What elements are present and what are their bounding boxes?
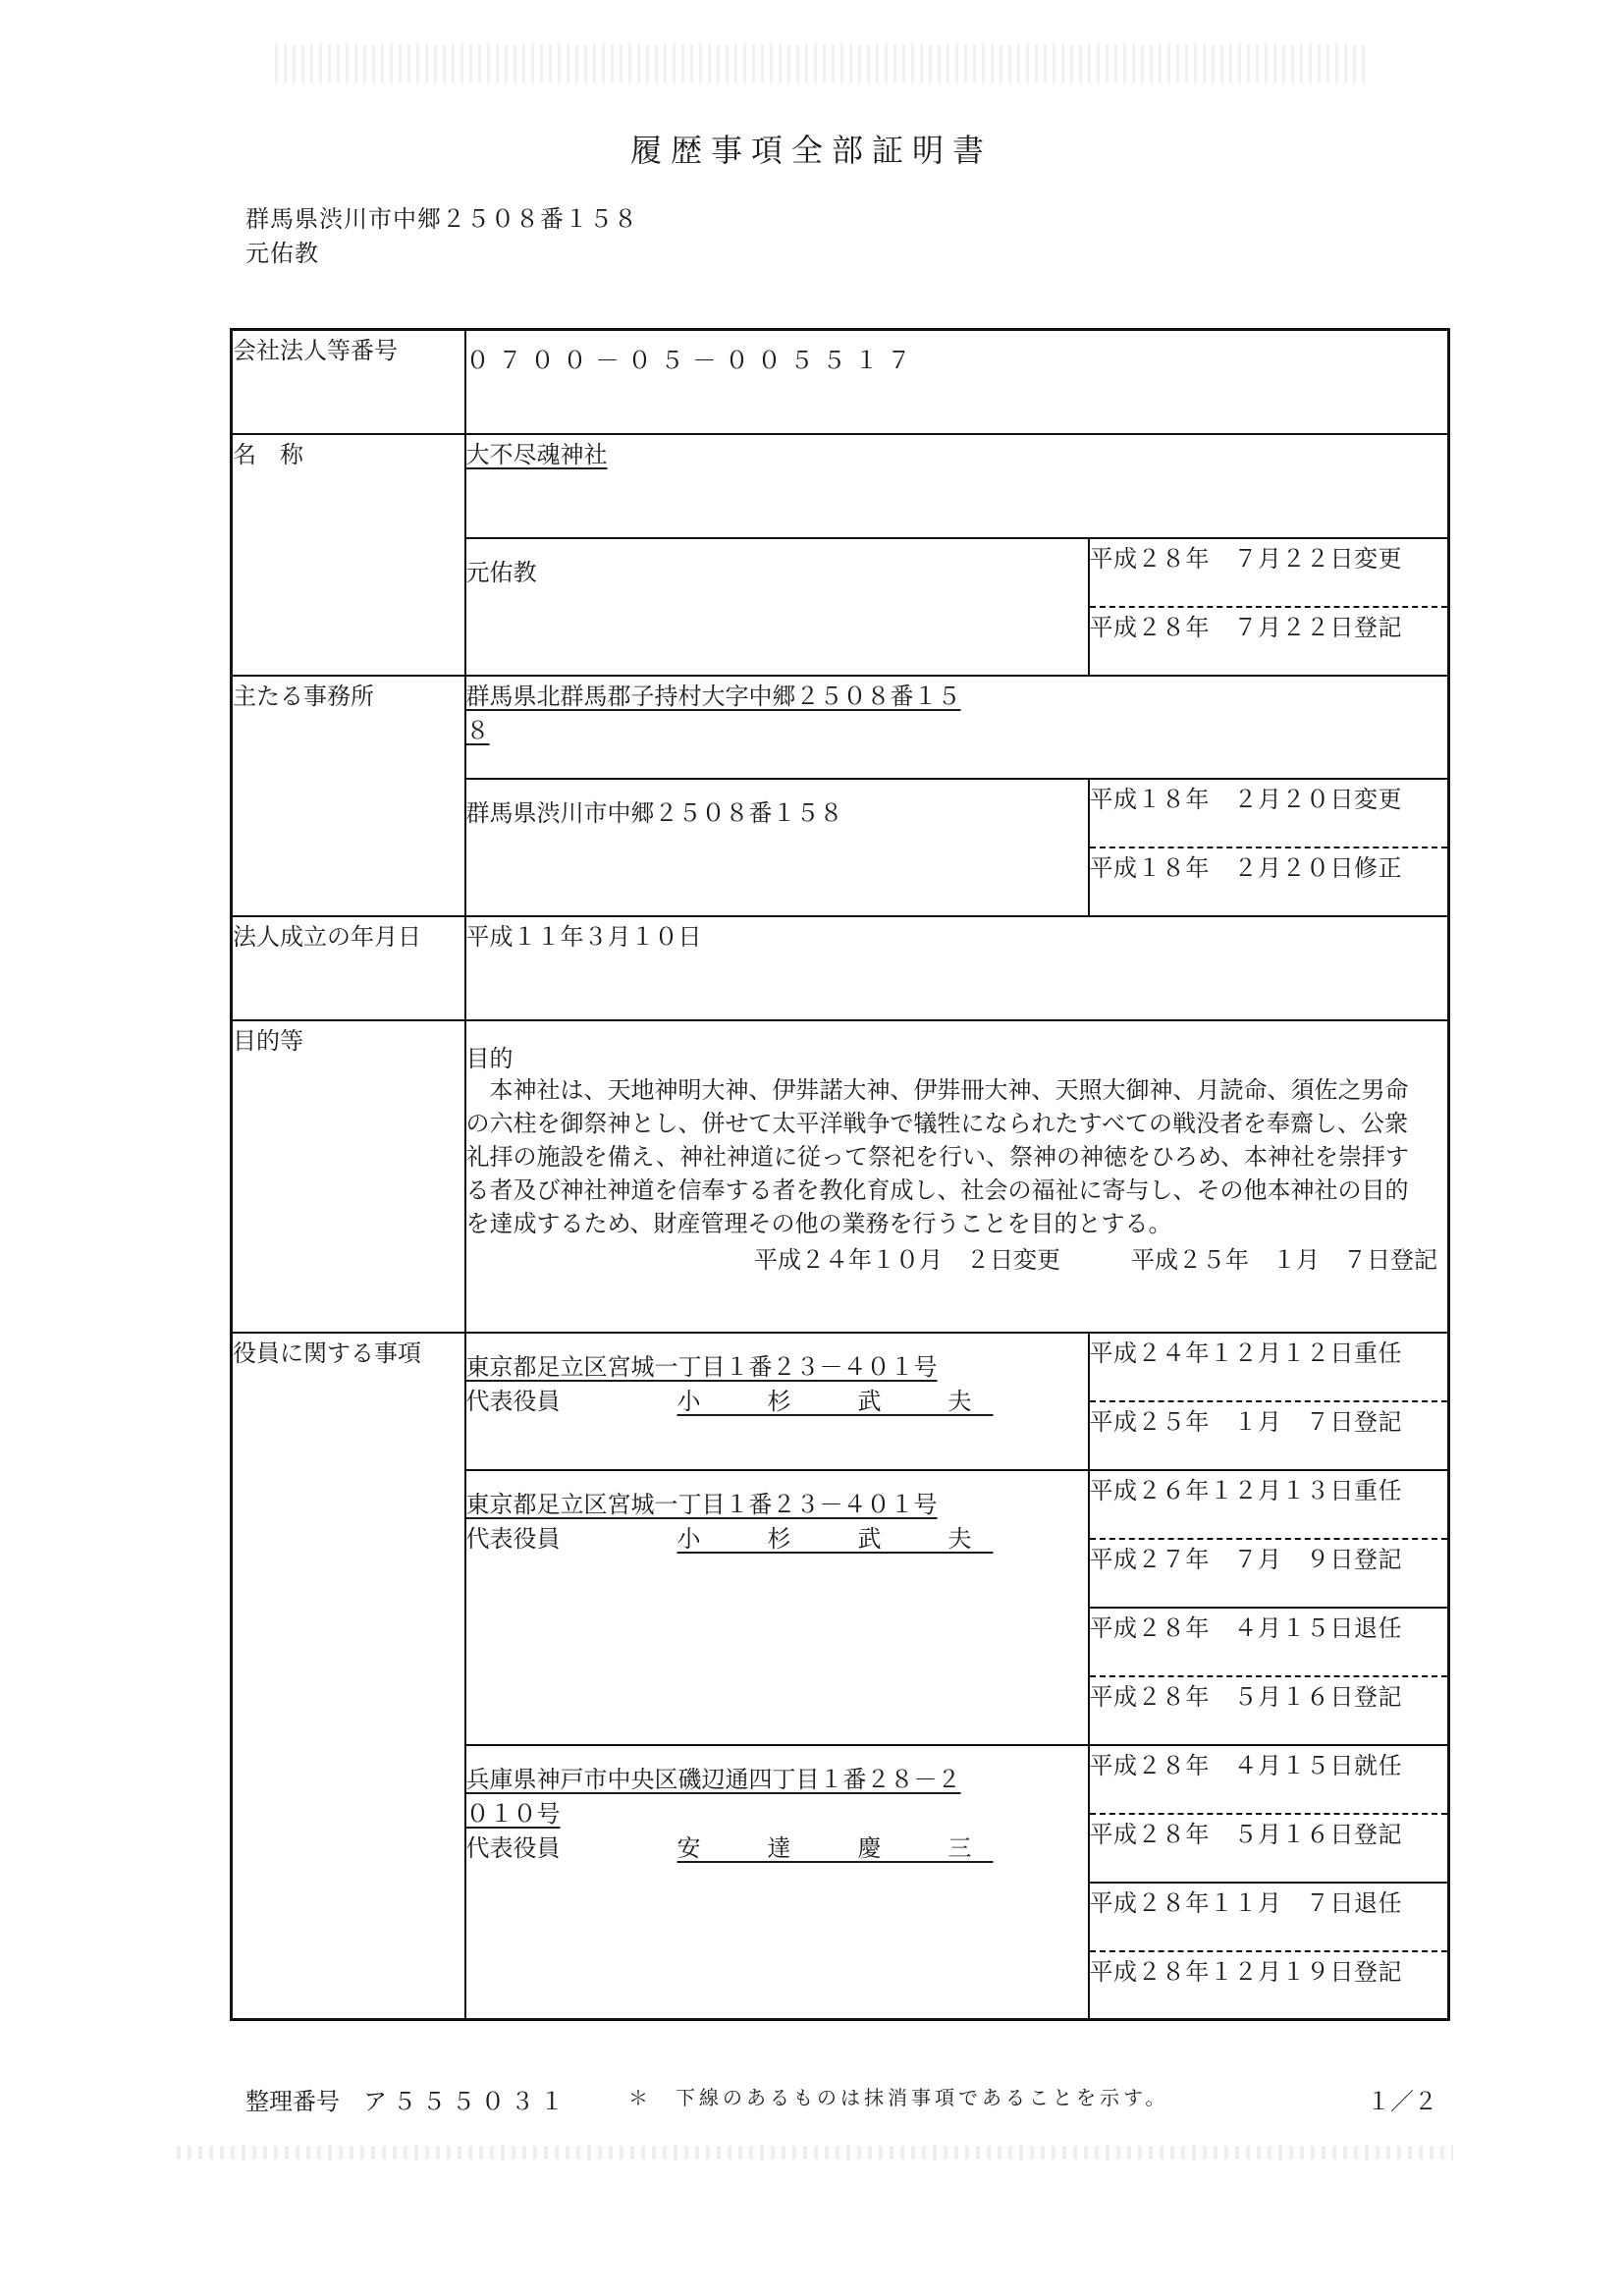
purpose-footer xyxy=(466,1240,1448,1275)
office-old-line1: 群馬県北群馬郡子持村大字中郷２５０８番１５ xyxy=(465,682,961,710)
purpose-heading: 目的 xyxy=(465,1044,514,1072)
officer-2-date-4: 平成２８年 ５月１６日登記 xyxy=(1089,1676,1449,1745)
office-old-line2: ８ xyxy=(465,716,490,744)
row-office-old xyxy=(232,676,1449,779)
footer-page-number: １／２ xyxy=(1367,2088,1437,2115)
officer-1-role: 代表役員 xyxy=(465,1387,561,1415)
officer-3 xyxy=(465,1745,1089,2020)
officer-1-name: 小 杉 武 夫 xyxy=(676,1387,994,1415)
document-title: 履歴事項全部証明書 xyxy=(629,132,993,169)
name-change-date: 平成２８年 ７月２２日変更 xyxy=(1089,538,1449,607)
footer-ref-number: ア５５５０３１ xyxy=(363,2088,569,2115)
officer-2-address: 東京都足立区宮城一丁目１番２３－４０１号 xyxy=(465,1490,938,1518)
officer-2 xyxy=(465,1470,1089,1745)
officer-1-date-2: 平成２５年 １月 ７日登記 xyxy=(1089,1401,1449,1470)
name-previous: 元佑教 xyxy=(465,538,1089,676)
row-corp-number xyxy=(232,330,1449,434)
office-correction-date: 平成１８年 ２月２０日修正 xyxy=(1089,847,1449,916)
purpose-text: 本神社は、天地神明大神、伊弉諾大神、伊弉冊大神、天照大御神、月読命、須佐之男命の六柱を御祭神とし、併せて太平洋戦争で犠牲になられたすべての戦没者を奉齋し、公衆礼拝の施設を備え、神社神道に従って祭祀を行い、祭神の神徳をひろめ、本神社を崇拝する者及び神社神道を信奉する者を教化育成し、社会の福祉に寄与し、その他本神社の目的を達成するため、財産管理その他の業務を行うことを目的とする。 xyxy=(465,1075,1409,1237)
registry-table xyxy=(230,328,1450,2021)
officer-3-address-line2: ０１０号 xyxy=(465,1799,561,1828)
row-purpose xyxy=(232,1020,1449,1333)
label-name: 名 称 xyxy=(232,434,465,676)
row-officer-1 xyxy=(232,1333,1449,1401)
header-name: 元佑教 xyxy=(245,240,319,267)
office-change-date: 平成１８年 ２月２０日変更 xyxy=(1089,779,1449,847)
officer-3-role: 代表役員 xyxy=(465,1833,561,1862)
officer-2-date-1: 平成２６年１２月１３日重任 xyxy=(1089,1470,1449,1539)
row-established xyxy=(232,916,1449,1020)
officer-3-date-2: 平成２８年 ５月１６日登記 xyxy=(1089,1814,1449,1883)
name-current: 大不尽魂神社 xyxy=(465,440,608,468)
officer-2-date-3: 平成２８年 ４月１５日退任 xyxy=(1089,1608,1449,1676)
office-new: 群馬県渋川市中郷２５０８番１５８ xyxy=(465,779,1089,916)
label-purpose: 目的等 xyxy=(232,1020,465,1333)
officer-3-date-4: 平成２８年１２月１９日登記 xyxy=(1089,1951,1449,2020)
purpose-registration-date: 平成２５年 １月 ７日登記 xyxy=(1131,1245,1437,1274)
name-registration-date: 平成２８年 ７月２２日登記 xyxy=(1089,607,1449,676)
officer-3-date-1: 平成２８年 ４月１５日就任 xyxy=(1089,1745,1449,1814)
officer-3-address-line1: 兵庫県神戸市中央区磯辺通四丁目１番２８－２ xyxy=(465,1765,961,1793)
row-name-current xyxy=(232,434,1449,538)
footer-ref-label: 整理番号 xyxy=(245,2088,340,2115)
officer-2-name: 小 杉 武 夫 xyxy=(676,1524,994,1553)
officer-1-address: 東京都足立区宮城一丁目１番２３－４０１号 xyxy=(465,1352,938,1381)
label-office: 主たる事務所 xyxy=(232,676,465,916)
label-corp-number: 会社法人等番号 xyxy=(232,330,465,434)
scan-noise-top xyxy=(275,44,1365,83)
footer-reference xyxy=(245,2082,569,2116)
label-established: 法人成立の年月日 xyxy=(232,916,465,1020)
corp-number-value: ０７００－０５－００５５１７ xyxy=(465,330,1449,434)
officer-1 xyxy=(465,1333,1089,1470)
purpose-change-date: 平成２４年１０月 ２日変更 xyxy=(754,1245,1060,1274)
officer-2-role: 代表役員 xyxy=(465,1524,561,1553)
footer-note: ＊ 下線のあるものは抹消事項であることを示す。 xyxy=(628,2086,1169,2109)
officer-3-date-3: 平成２８年１１月 ７日退任 xyxy=(1089,1883,1449,1951)
established-value: 平成１１年３月１０日 xyxy=(465,916,1449,1020)
officer-2-date-2: 平成２７年 ７月 ９日登記 xyxy=(1089,1539,1449,1608)
officer-1-date-1: 平成２４年１２月１２日重任 xyxy=(1089,1333,1449,1401)
label-officers: 役員に関する事項 xyxy=(232,1333,465,2020)
header-address: 群馬県渋川市中郷２５０８番１５８ xyxy=(245,205,638,233)
officer-3-name: 安 達 慶 三 xyxy=(676,1833,994,1862)
scan-noise-bottom xyxy=(177,2146,1453,2159)
